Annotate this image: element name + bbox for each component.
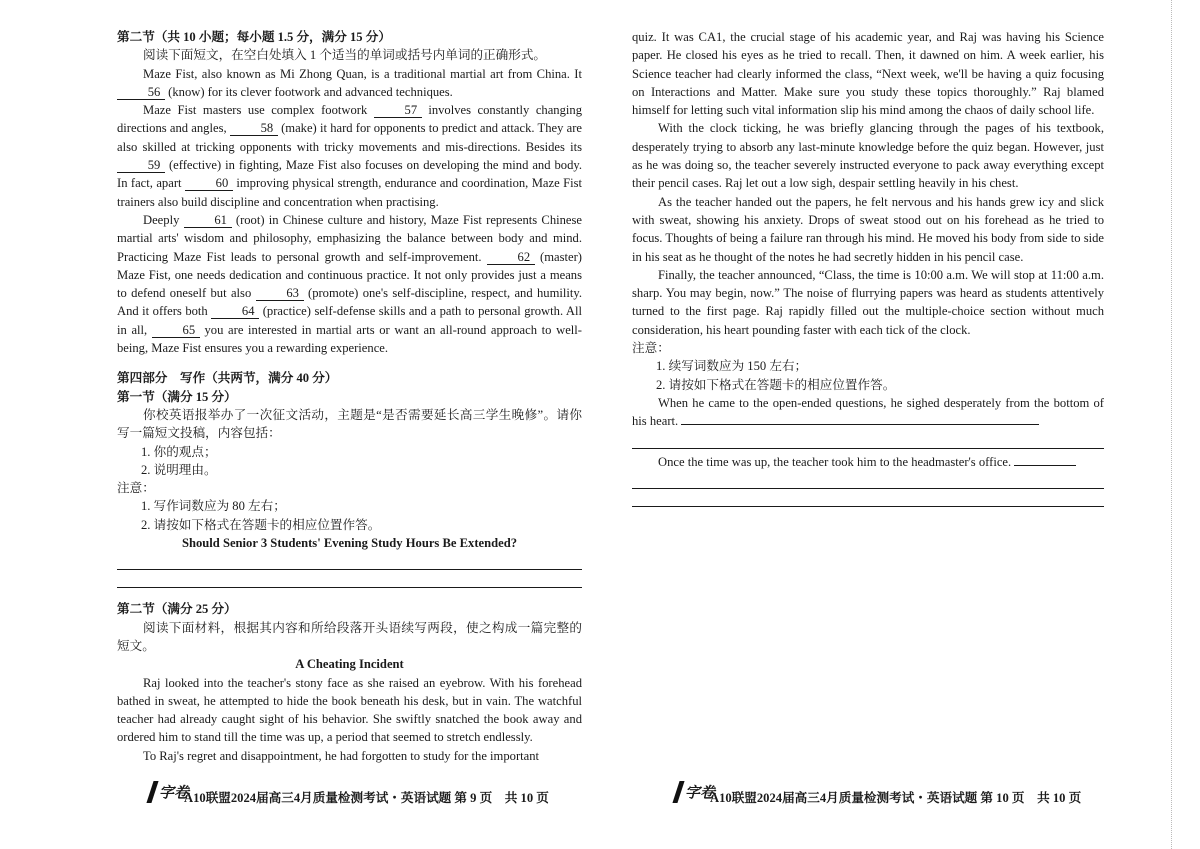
passage-text: you are interested in martial arts or want an all-round approach to well-being, Maze Fist ensures you a rewarding experience. bbox=[117, 322, 582, 356]
blank-57: 57 bbox=[374, 103, 422, 118]
page-edge-divider bbox=[1170, 0, 1172, 849]
blank-64: 64 bbox=[211, 304, 259, 319]
passage-text: (make) it hard for opponents to predict and attack. They are also skilled at tricking opponents with tricky movements and mis-directions. Besides its bbox=[117, 121, 583, 154]
footer-text: A10联盟2024届高三4月质量检测考试・英语试题 第 9 页 共 10 页 bbox=[184, 791, 549, 805]
page-footer bbox=[676, 787, 1081, 806]
page-footer bbox=[150, 787, 549, 806]
passage-text: (effective) in fighting, Maze Fist also focuses on developing the mind and body. In fact, apart bbox=[117, 158, 582, 191]
note-label: 注意： bbox=[117, 481, 155, 496]
story-paragraph-4: With the clock ticking, he was briefly glancing through the pages of his textbook, desperately trying to absorb any last-minute knowledge before the quiz began. However, just as he was doing so, the teacher severely instructed everyone to pack away everything except their pencil cases. Raj let out a low sigh, despair settling heavily in his chest. bbox=[632, 121, 1104, 191]
passage-text: (practice) self-defense skills and a path to personal growth. All in all, bbox=[117, 304, 582, 337]
answer-line bbox=[632, 431, 1104, 449]
answer-line bbox=[632, 471, 1104, 489]
continuation-start-1 bbox=[632, 394, 1104, 431]
part4-title: 第四部分 写作（共两节，满分 40 分） bbox=[117, 371, 338, 386]
passage-text: (promote) one's self-discipline, respect, and humility. And it offers both bbox=[117, 286, 583, 319]
answer-line bbox=[117, 570, 582, 588]
blank-60: 60 bbox=[185, 176, 233, 191]
answer-line bbox=[632, 489, 1104, 507]
left-page bbox=[117, 28, 582, 765]
continuation-text: When he came to the open-ended questions, he sighed desperately from the bottom of his heart. bbox=[632, 395, 1104, 429]
note-label: 注意： bbox=[632, 341, 670, 356]
blank-61: 61 bbox=[184, 213, 232, 228]
footer-text: A10联盟2024届高三4月质量检测考试・英语试题 第 10 页 共 10 页 bbox=[710, 791, 1082, 805]
passage-text: Maze Fist masters use complex footwork bbox=[143, 103, 368, 118]
blank-63: 63 bbox=[256, 286, 304, 301]
blank-62: 62 bbox=[487, 250, 535, 265]
blank-56: 56 bbox=[117, 85, 165, 100]
passage-text: (know) for its clever footwork and advanced techniques. bbox=[168, 84, 453, 99]
story-paragraph-5: As the teacher handed out the papers, he felt nervous and his hands grew icy and slick with sweat, showing his anxiety. Drops of sweat stood out on his forehead as he tried to focus. Thoughts of being a failure ran through his mind. He moved his body from side to side in his seat as he thought of the notes he had secretly hidden in his pencil case. bbox=[632, 194, 1104, 264]
right-page bbox=[632, 28, 1104, 507]
blank-59: 59 bbox=[117, 158, 165, 173]
passage-text: Maze Fist, also known as Mi Zhong Quan, is a traditional martial art from China. It bbox=[143, 66, 582, 81]
passage-paragraph-1 bbox=[117, 65, 582, 102]
logo-text: 字卷 bbox=[685, 785, 716, 802]
writing2-note-2: 2. 请按如下格式在答题卡的相应位置作答。 bbox=[656, 377, 896, 392]
blank-58: 58 bbox=[230, 121, 278, 136]
story-paragraph-3: quiz. It was CA1, the crucial stage of his academic year, and Raj was having his Science paper. He closed his eyes as he tried to recall. Then, it dawned on him. A week earlier, his Science teacher had clearly informed the class, “Next week, we'll be having a quiz focusing on Interactions and Matter. Make sure you study these topics thoroughly.” Raj blamed himself for letting such vital information slip his mind among the chaos of daily school life. bbox=[632, 30, 1104, 118]
section2-instructions: 阅读下面短文，在空白处填入 1 个适当的单词或括号内单词的正确形式。 bbox=[143, 48, 546, 63]
writing2-note-1: 1. 续写词数应为 150 左右； bbox=[656, 359, 808, 374]
writing2-title: 第二节（满分 25 分） bbox=[117, 602, 237, 617]
writing1-title: 第一节（满分 15 分） bbox=[117, 389, 237, 404]
answer-line bbox=[681, 412, 1039, 425]
writing1-item-1: 1. 你的观点； bbox=[141, 444, 217, 459]
section2-title: 第二节（共 10 小题；每小题 1.5 分，满分 15 分） bbox=[117, 30, 391, 44]
writing1-instructions: 你校英语报举办了一次征文活动，主题是“是否需要延长高三学生晚修”。请你写一篇短文投稿，内容包括： bbox=[117, 407, 582, 441]
essay-title: Should Senior 3 Students' Evening Study Hours Be Extended? bbox=[182, 536, 517, 551]
continuation-start-2 bbox=[632, 453, 1104, 471]
continuation-text: Once the time was up, the teacher took him to the headmaster's office. bbox=[658, 454, 1012, 469]
writing1-item-2: 2. 说明理由。 bbox=[141, 462, 217, 477]
story-paragraph-1: Raj looked into the teacher's stony face as she raised an eyebrow. With his forehead bathed in sweat, he attempted to hide the book beneath his desk, but in vain. The watchful teacher had already caught sight of his behavior. She swiftly snatched the book away and ordered him to stand till the time was up, a period that seemed to stretch endlessly. bbox=[117, 675, 582, 745]
passage-paragraph-3 bbox=[117, 211, 582, 357]
writing1-note-1: 1. 写作词数应为 80 左右； bbox=[141, 499, 286, 514]
writing1-note-2: 2. 请按如下格式在答题卡的相应位置作答。 bbox=[141, 517, 381, 532]
answer-line bbox=[1014, 453, 1076, 466]
passage-text: involves constantly changing directions and angles, bbox=[117, 103, 582, 136]
passage-paragraph-2 bbox=[117, 101, 582, 211]
story-paragraph-6: Finally, the teacher announced, “Class, the time is 10:00 a.m. We will stop at 11:00 a.m. sharp. You may begin, now.” The noise of flurrying papers was heard as students attentively turned to the first page. Raj rapidly filled out the multiple-choice section without much consideration, his heart pounding faster with each tick of the clock. bbox=[632, 267, 1104, 337]
logo-text: 字卷 bbox=[159, 785, 190, 802]
passage-text: Deeply bbox=[143, 212, 180, 227]
answer-line bbox=[117, 552, 582, 570]
passage-text: improving physical strength, endurance and coordination, Maze Fist trainers also build discipline and concentration when practising. bbox=[117, 176, 583, 209]
passage-text: (master) Maze Fist, one needs dedication and continuous practice. It not only provides just a means to defend oneself but also bbox=[117, 249, 583, 301]
blank-65: 65 bbox=[152, 323, 200, 338]
passage-text: (root) in Chinese culture and history, Maze Fist represents Chinese martial arts' wisdom and philosophy, emphasizing the balance between body and mind. Practicing Maze Fist leads to personal growth and self-improvement. bbox=[117, 212, 583, 264]
story-paragraph-2: To Raj's regret and disappointment, he had forgotten to study for the important bbox=[143, 748, 540, 763]
writing2-instructions: 阅读下面材料，根据其内容和所给段落开头语续写两段，使之构成一篇完整的短文。 bbox=[117, 620, 582, 653]
story-title: A Cheating Incident bbox=[295, 657, 404, 672]
